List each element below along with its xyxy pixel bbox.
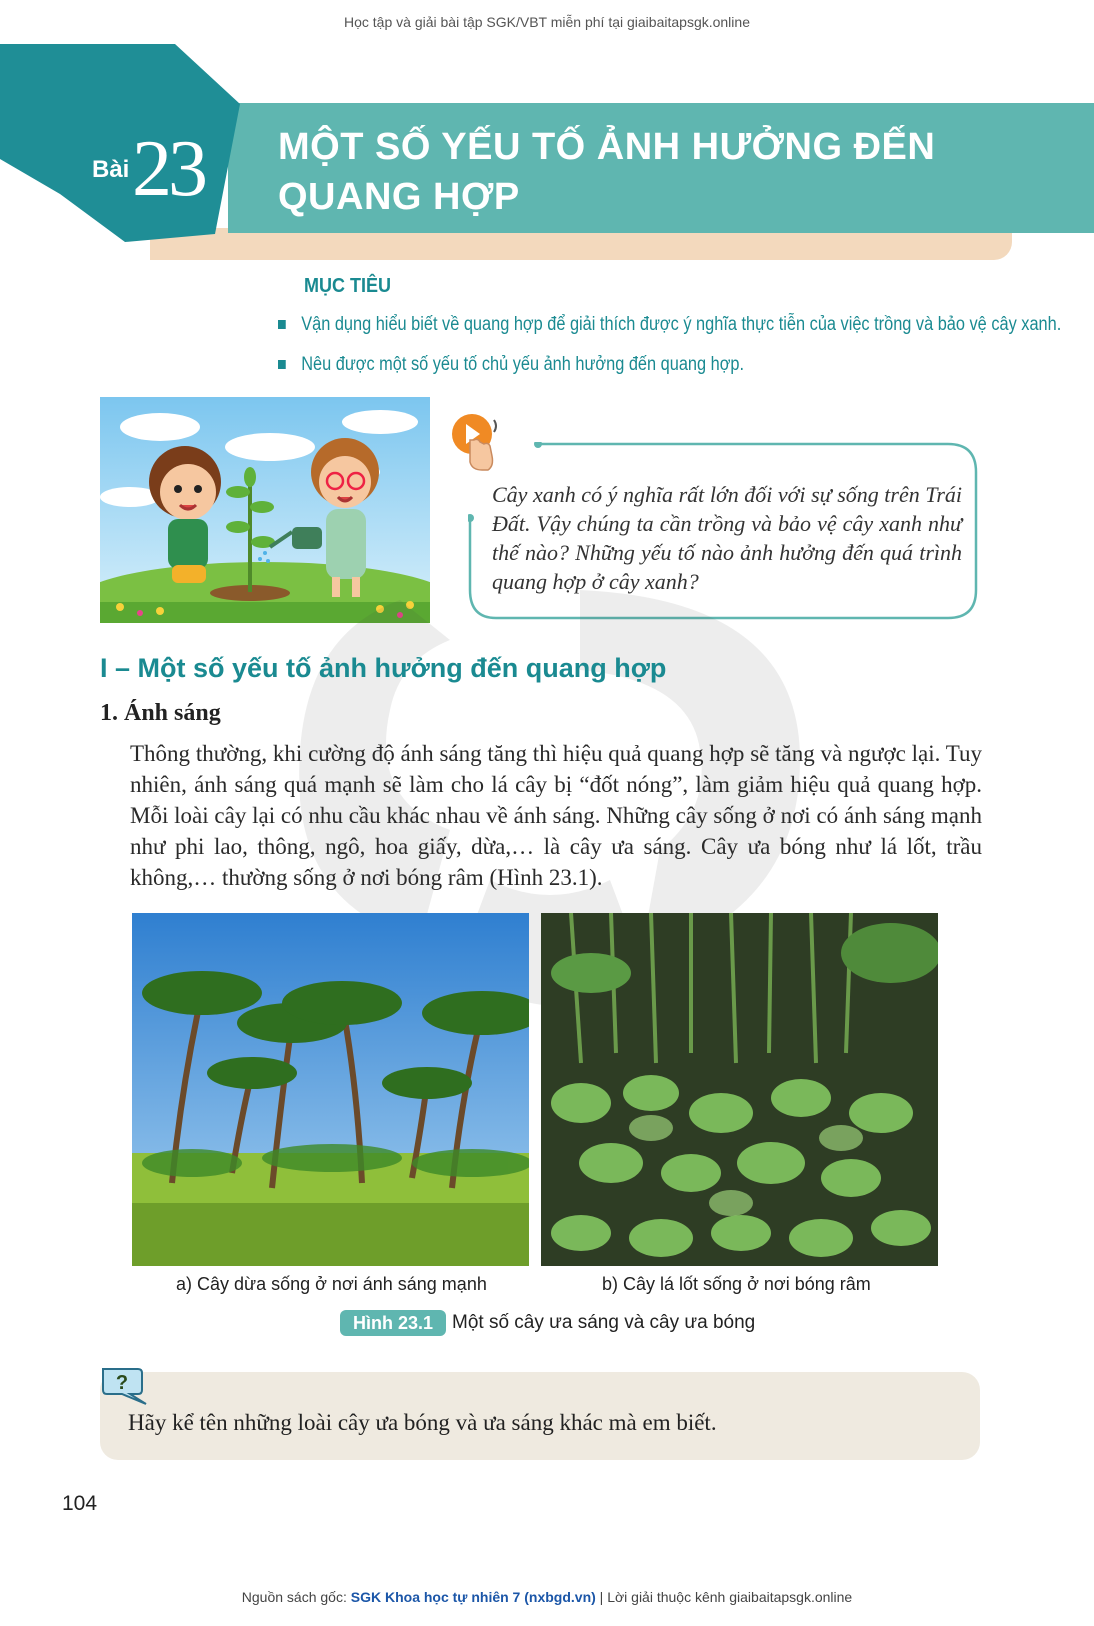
- question-speech-icon: [100, 1366, 152, 1406]
- footer-suffix: | Lời giải thuộc kênh giaibaitapsgk.online: [599, 1589, 853, 1605]
- lesson-title-line2: QUANG HỢP: [278, 176, 520, 218]
- bullet-icon: [278, 360, 286, 369]
- lesson-badge-hexagon: [0, 44, 260, 254]
- objective-text: Vận dụng hiểu biết về quang hợp để giải thích được ý nghĩa thực tiễn của việc trồng và bảo vệ cây xanh.: [301, 314, 1062, 335]
- objective-item: [278, 314, 1061, 336]
- lesson-number: 23: [132, 125, 204, 213]
- question-text: Hãy kể tên những loài cây ưa bóng và ưa sáng khác mà em biết.: [128, 1410, 717, 1435]
- figure-caption-b: b) Cây lá lốt sống ở nơi bóng râm: [602, 1274, 871, 1294]
- header-note: Học tập và giải bài tập SGK/VBT miễn phí tại giaibaitapsgk.online: [344, 14, 750, 30]
- question-mark: ?: [115, 1372, 129, 1394]
- lesson-label: Bài: [92, 156, 130, 183]
- footer-source-link[interactable]: SGK Khoa học tự nhiên 7 (nxbgd.vn): [350, 1589, 596, 1605]
- objectives-heading: MỤC TIÊU: [304, 275, 392, 297]
- body-paragraph: Thông thường, khi cường độ ánh sáng tăng thì hiệu quả quang hợp sẽ tăng và ngược lại. Tuy nhiên, ánh sáng quá mạnh sẽ làm cho lá cây bị “đốt nóng”, làm giảm hiệu quả quang hợp. Mỗi loài cây lại có nhu cầu khác nhau về ánh sáng. Những cây sống ở nơi có ánh sáng mạnh như phi lao, thông, ngô, hoa giấy, dừa,… là cây ưa sáng. Cây ưa bóng như lá lốt, trầu không,… thường sống ở nơi bóng râm (Hình 23.1).: [130, 741, 982, 890]
- figure-number-badge: Hình 23.1: [340, 1310, 446, 1336]
- figure-caption-a: a) Cây dừa sống ở nơi ánh sáng mạnh: [176, 1274, 487, 1294]
- coconut-trees-photo: [132, 913, 529, 1266]
- section-heading: I – Một số yếu tố ảnh hưởng đến quang hợp: [100, 653, 667, 683]
- bullet-icon: [278, 320, 286, 329]
- footer: [0, 1589, 1094, 1605]
- lesson-title-line1: MỘT SỐ YẾU TỐ ẢNH HƯỞNG ĐẾN: [278, 126, 936, 168]
- figure-title: Một số cây ưa sáng và cây ưa bóng: [452, 1312, 756, 1333]
- intro-question-text: Cây xanh có ý nghĩa rất lớn đối với sự sống trên Trái Đất. Vậy chúng ta cần trồng và bảo vệ cây xanh như thế nào? Những yếu tố nào ảnh hưởng đến quá trình quang hợp ở cây xanh?: [492, 482, 962, 594]
- footer-prefix: Nguồn sách gốc:: [241, 1589, 347, 1605]
- shade-plants-photo: [541, 913, 938, 1266]
- page-number: 104: [62, 1492, 98, 1515]
- objective-text: Nêu được một số yếu tố chủ yếu ảnh hưởng đến quang hợp.: [301, 354, 745, 375]
- objective-item: [278, 354, 744, 376]
- subsection-heading: 1. Ánh sáng: [100, 700, 221, 726]
